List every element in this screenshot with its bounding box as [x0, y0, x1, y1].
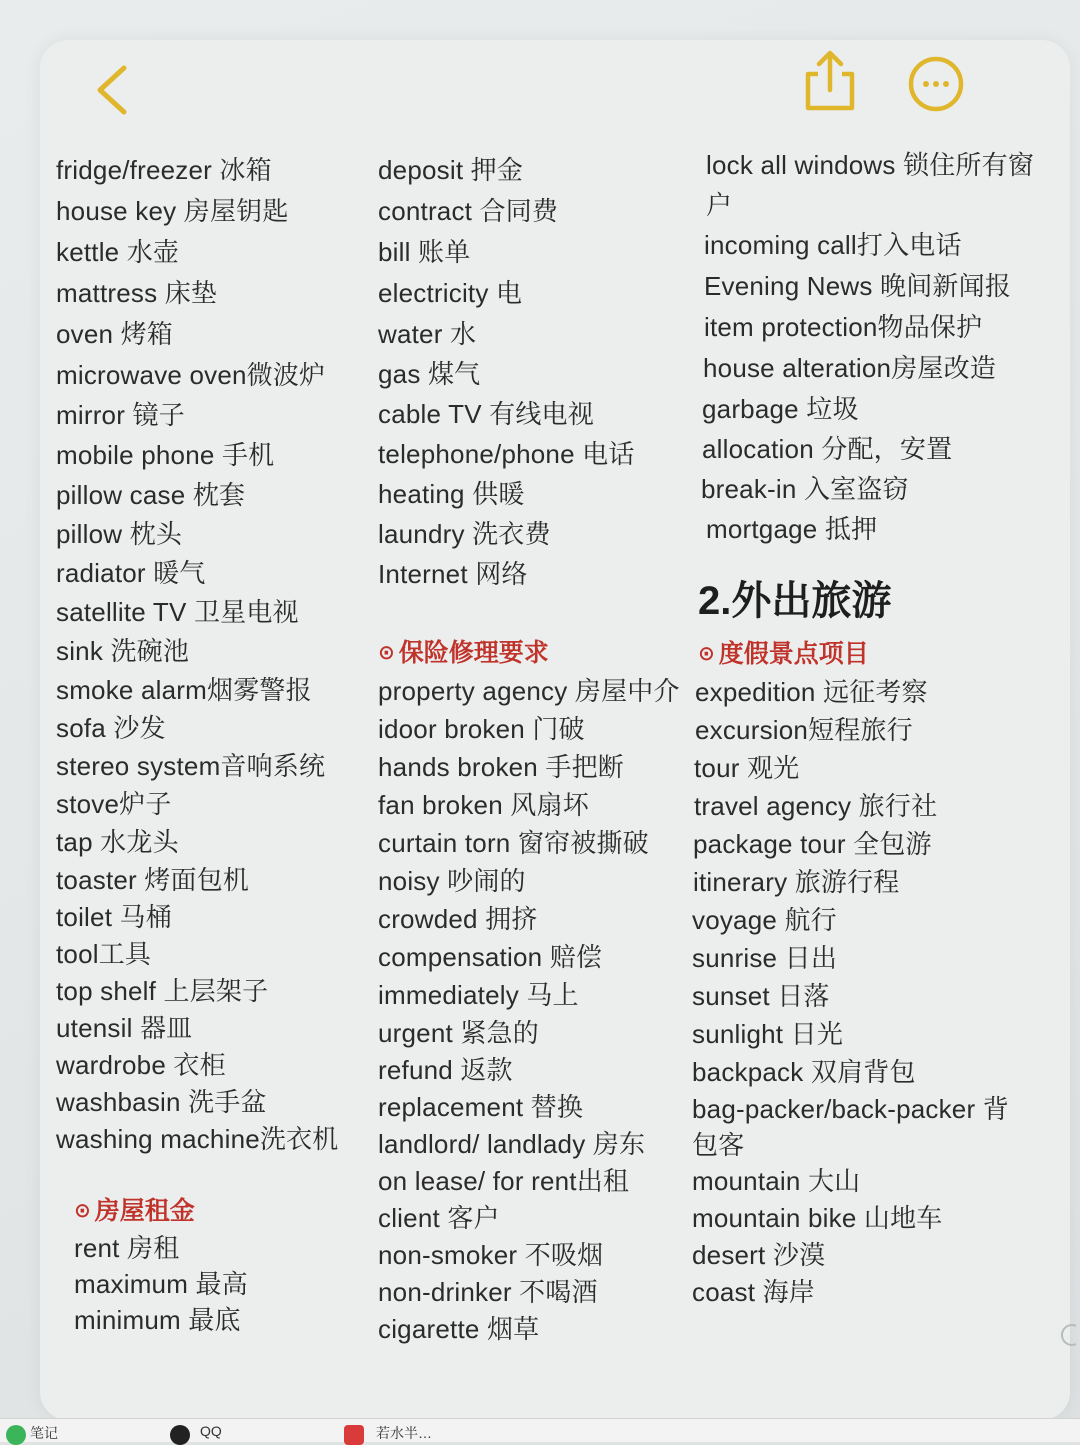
section-label: 保险修理要求 [398, 639, 549, 667]
vocab-item: contract 合同费 [378, 196, 559, 226]
vocab-item: top shelf 上层架子 [56, 976, 269, 1006]
vocab-item: item protection物品保护 [704, 312, 983, 342]
vocab-item: crowded 拥挤 [378, 904, 538, 934]
vocab-item: laundry 洗衣费 [378, 519, 551, 549]
vocab-item: noisy 吵闹的 [378, 866, 526, 896]
vocab-item: kettle 水壶 [56, 237, 180, 267]
vocab-item: mobile phone 手机 [56, 440, 275, 470]
chevron-left-icon[interactable] [88, 60, 138, 120]
vocab-item: stereo system音响系统 [56, 751, 326, 781]
vocab-item: immediately 马上 [378, 980, 579, 1010]
vocab-item: rent 房租 [74, 1233, 180, 1263]
section-label: 度假景点项目 [718, 640, 869, 668]
vocab-item: smoke alarm烟雾警报 [56, 675, 312, 705]
vocab-item: itinerary 旅游行程 [693, 867, 900, 897]
vocab-item: travel agency 旅行社 [694, 791, 938, 821]
section-heading-repair [378, 634, 688, 672]
vocab-item: heating 供暖 [378, 479, 525, 509]
vocab-item: tool工具 [56, 939, 152, 969]
vocab-item: on lease/ for rent出租 [378, 1166, 630, 1196]
vocab-item: microwave oven微波炉 [56, 360, 326, 390]
bullet-icon: ⊙ [378, 642, 395, 664]
section-heading-rent [56, 1192, 356, 1230]
vocab-item: sofa 沙发 [56, 713, 166, 743]
vocab-item: Internet 网络 [378, 559, 528, 589]
vocab-item: washing machine洗衣机 [56, 1124, 339, 1154]
vocab-item: wardrobe 衣柜 [56, 1050, 226, 1080]
taskbar-app-browser[interactable]: 若水半… [376, 1425, 432, 1441]
vocab-item: desert 沙漠 [692, 1240, 826, 1270]
vocab-item: oven 烤箱 [56, 319, 174, 349]
vocab-item: tap 水龙头 [56, 827, 179, 857]
vocab-item: expedition 远征考察 [695, 677, 928, 707]
share-icon[interactable] [800, 48, 860, 114]
vocab-item: toaster 烤面包机 [56, 865, 250, 895]
taskbar-app-qq[interactable]: QQ [200, 1423, 222, 1439]
vocab-item: satellite TV 卫星电视 [56, 597, 299, 627]
notes-app-icon[interactable] [6, 1425, 26, 1445]
vocab-item: allocation 分配，安置 [702, 434, 953, 464]
bullet-icon: ⊙ [698, 643, 715, 665]
vocab-item: fan broken 风扇坏 [378, 790, 589, 820]
vocab-item: mortgage 抵押 [706, 514, 878, 544]
vocab-item: lock all windows 锁住所有窗户 [706, 150, 1035, 220]
vocab-item: fridge/freezer 冰箱 [56, 155, 272, 185]
vocab-item: maximum 最高 [74, 1269, 248, 1299]
vocab-item: telephone/phone 电话 [378, 439, 635, 469]
vocab-item: client 客户 [378, 1203, 500, 1233]
vocab-item: radiator 暖气 [56, 558, 206, 588]
vocab-item: house key 房屋钥匙 [56, 196, 289, 226]
vocab-item: Evening News 晚间新闻报 [704, 271, 1012, 301]
vocab-item: mountain bike 山地车 [692, 1203, 943, 1233]
vocab-item: refund 返款 [378, 1055, 513, 1085]
vocab-item: toilet 马桶 [56, 902, 172, 932]
vocab-item: pillow case 枕套 [56, 480, 246, 510]
bullet-icon: ⊙ [74, 1200, 91, 1222]
vocab-item: property agency 房屋中介 [378, 676, 680, 706]
vocab-item: garbage 垃圾 [702, 394, 859, 424]
vocab-item: coast 海岸 [692, 1277, 815, 1307]
notes-column-2 [378, 150, 688, 1348]
vocab-item: excursion短程旅行 [695, 715, 913, 745]
vocab-item: cable TV 有线电视 [378, 399, 594, 429]
qq-app-icon[interactable] [170, 1425, 190, 1445]
vocab-item: utensil 器皿 [56, 1013, 193, 1043]
vocab-item: sink 洗碗池 [56, 636, 190, 666]
vocab-item: non-smoker 不吸烟 [378, 1240, 604, 1270]
side-handle-icon [1056, 1320, 1076, 1350]
vocab-item: idoor broken 门破 [378, 714, 585, 744]
vocab-item: sunrise 日出 [692, 943, 838, 973]
vocab-item: bag-packer/back-packer 背包客 [692, 1094, 1009, 1160]
taskbar [0, 1418, 1080, 1442]
vocab-item: voyage 航行 [692, 905, 837, 935]
travel-heading: 2.外出旅游 [698, 579, 892, 623]
vocab-item: minimum 最底 [74, 1305, 241, 1335]
vocab-item: cigarette 烟草 [378, 1314, 540, 1344]
more-icon[interactable] [906, 54, 966, 114]
vocab-item: compensation 赔偿 [378, 942, 603, 972]
browser-app-icon[interactable] [344, 1425, 364, 1445]
vocab-item: hands broken 手把断 [378, 752, 624, 782]
vocab-item: electricity 电 [378, 278, 523, 308]
vocab-item: package tour 全包游 [693, 829, 932, 859]
vocab-item: replacement 替换 [378, 1092, 584, 1122]
vocab-item: mattress 床垫 [56, 278, 218, 308]
taskbar-app-notes[interactable]: 笔记 [30, 1425, 58, 1441]
vocab-item: mountain 大山 [692, 1166, 861, 1196]
vocab-item: backpack 双肩背包 [692, 1057, 916, 1087]
vocab-item: urgent 紧急的 [378, 1018, 539, 1048]
section-heading-vacation [692, 635, 1060, 673]
vocab-item: tour 观光 [694, 753, 800, 783]
vocab-item: gas 煤气 [378, 359, 481, 389]
notes-column-3 [692, 145, 1060, 1311]
vocab-item: break-in 入室盗窃 [701, 474, 909, 504]
vocab-item: non-drinker 不喝酒 [378, 1277, 598, 1307]
vocab-item: water 水 [378, 319, 477, 349]
vocab-item: sunlight 日光 [692, 1019, 844, 1049]
vocab-item: deposit 押金 [378, 155, 524, 185]
vocab-item: sunset 日落 [692, 981, 830, 1011]
vocab-item: washbasin 洗手盆 [56, 1087, 267, 1117]
section-label: 房屋租金 [94, 1197, 195, 1225]
notes-column-1 [56, 150, 356, 1338]
vocab-item: curtain torn 窗帘被撕破 [378, 828, 649, 858]
vocab-item: pillow 枕头 [56, 519, 183, 549]
vocab-item: mirror 镜子 [56, 400, 185, 430]
vocab-item: incoming call打入电话 [704, 230, 962, 260]
vocab-item: landlord/ landlady 房东 [378, 1129, 646, 1159]
vocab-item: house alteration房屋改造 [703, 353, 997, 383]
vocab-item: stove炉子 [56, 789, 172, 819]
vocab-item: bill 账单 [378, 237, 471, 267]
